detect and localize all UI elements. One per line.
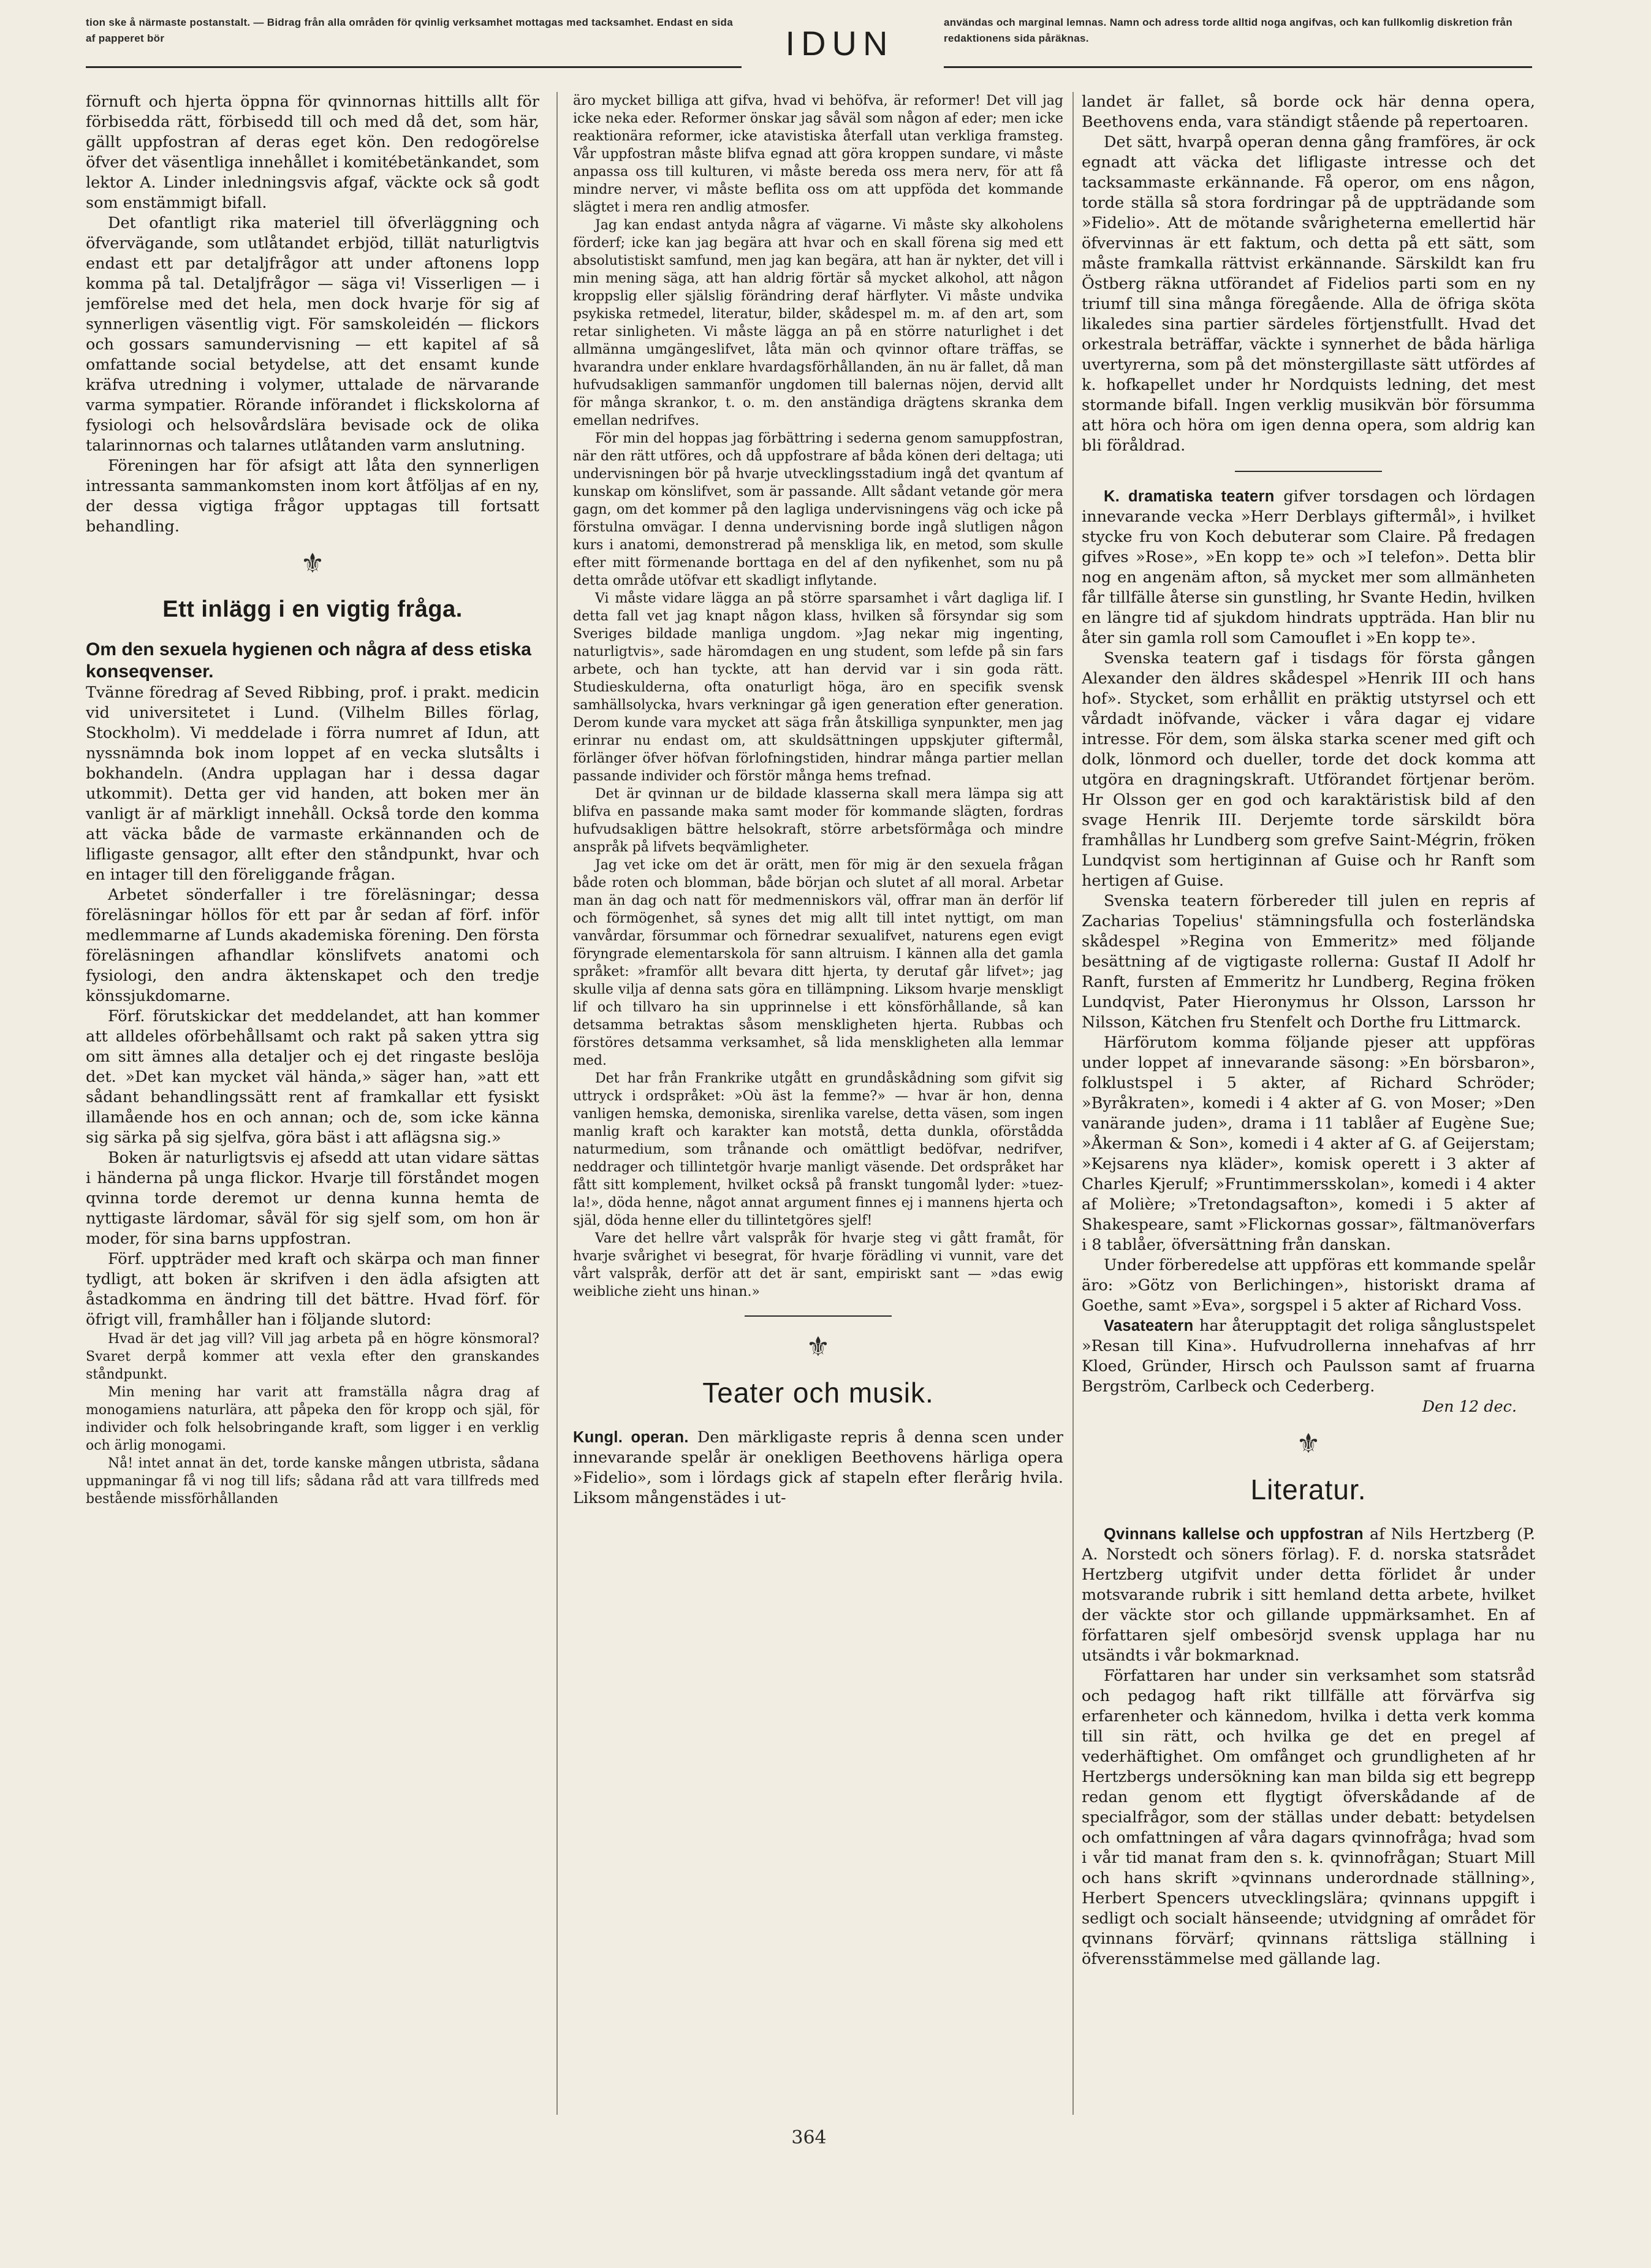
- quote-paragraph: Hvad är det jag vill? Vill jag arbeta på en högre könsmoral? Svaret derpå kommer att vexla efter den granskandes ståndpunkt.: [86, 1331, 539, 1382]
- paragraph: Förf. förutskickar det meddelandet, att han kommer att alldeles oförbehållsamt och rakt på saken yttra sig om sitt ämnes alla detaljer och ej det ringaste beslöja det. »Det kan mycket väl hända,» säger han, »att ett sådant behandlingssätt rent af framkallar ett fysiskt illamående hos en och annan; och de, som icke känna sig särka på sig sjelfva, göra bäst i att aflägsna sig.»: [86, 1007, 539, 1147]
- quote-paragraph: Det är qvinnan ur de bildade klasserna skall mera lämpa sig att blifva en passande maka samt moder för kommande slägten, fordras hufvudsakligen bättre helsokraft, större arbetsförmåga och mindre anspråk på lifvets beqvämligheter.: [573, 786, 1063, 855]
- section-subheading: Vasateatern: [1104, 1317, 1194, 1334]
- paragraph: Boken är naturligtsvis ej afsedd att utan vidare sättas i händerna på unga flickor. Hvarje till förståndet mogen qvinna torde deremot ur denna kunna hemta de nyttigaste lärdomar, såväl för sig sjelf som, om hon är moder, för sina barns uppfostran.: [86, 1149, 539, 1248]
- paragraph: Föreningen har för afsigt att låta den synnerligen intressanta sammankomsten inom kort åtföljas af en ny, der dessa vigtiga frågor upptagas till fortsatt behandling.: [86, 457, 539, 536]
- quote-paragraph: Min mening har varit att framställa några drag af monogamiens naturlära, att påpeka den för kropp och själ, för individer och folk helsobringande kraft, som ligger i en verklig och ärlig monogami.: [86, 1385, 539, 1453]
- ornament-icon: ⚜: [300, 548, 325, 579]
- dateline: Den 12 dec.: [1422, 1398, 1517, 1416]
- paragraph: har återupptagit det roliga sånglustspelet »Resan till Kina». Hufvudrollerna innehafvas af hrr Kloed, Gründer, Hirsch och Paulsson samt af fruarna Bergström, Carlbeck och Cederberg.: [1082, 1317, 1535, 1396]
- masthead-title: IDUN: [785, 24, 894, 63]
- paragraph: gifver torsdagen och lördagen innevarande vecka »Herr Derblays giftermål», i hvilket stycke fru von Koch debuterar som Claire. På fredagen gifves »Rose», »En kopp te» och »I telefon». Detta blir nog en angenäm afton, så mycket mer som allmänheten får tillfälle återse sin gunstling, hr Svante Hedin, hvilken en längre tid af sjukdom hindrats uppträda. Han blir nu åter sin gamla roll som Camouflet i »En kopp te».: [1082, 487, 1535, 647]
- quote-paragraph: Jag kan endast antyda några af vägarne. Vi måste sky alkoholens förderf; icke kan jag begära att hvar och en skall förena sig med ett absolutistiskt samfund, men jag kan begära, att han är nykter, det vill i min mening säga, att han aldrig förtär så mycket alkohol, att någon kroppslig eller själslig förändring deraf härflyter. Vi måste undvika psykiska retmedel, literatur, bilder, skådespel m. m. af den art, som retar sinligheten. Vi måste lägga an på en större naturlighet i det allmänna umgängeslifvet, låta män och qvinnor oftare träffas, se hvarandra under enklare hvardagsförhållanden, än nu är fallet, då man hufvudsakligen sammanför ungdomen till balernas nöjen, dervid allt för många skrankor, t. o. m. den anständiga drägtens skranka dem emellan nedrifves.: [573, 218, 1063, 428]
- paragraph: Tvänne föredrag af Seved Ribbing, prof. i prakt. medicin vid universitetet i Lund. (Vilhelm Billes förlag, Stockholm). Vi meddelade i förra numret af Idun, att nyssnämnda bok inom loppet af en vecka slutsålts i bokhandeln. (Andra upplagan har i dessa dagar utkommit). Detta ger vid handen, att boken mer än vanligt är af märkligt innehåll. Också torde den komma att väcka både de varmaste erkännanden och de lifligaste gensagor, allt efter den ståndpunkt, hvar och en intager till den föreliggande frågan.: [86, 683, 539, 884]
- quote-paragraph: Nå! intet annat än det, torde kanske mången utbrista, sådana uppmaningar få vi nog till lifs; sådana råd att vara tillfreds med bestående missförhållanden: [86, 1456, 539, 1507]
- section-title: Teater och musik.: [702, 1377, 934, 1409]
- divider: [745, 1315, 892, 1317]
- section-subheading: Kungl. operan.: [573, 1429, 689, 1446]
- paragraph: Svenska teatern gaf i tisdags för första gången Alexander den äldres skådespel »Henrik III och hans hof». Stycket, som erhållit en präktig utstyrsel och ett vårdadt inöfvande, väcker i våra dagar ej vidare intresse. För dem, som älska starka scener med gift och dolk, lönmord och dueller, torde det dock komma att utgöra en dragningskraft. Utförandet förtjenar beröm. Hr Olsson ger en god och karaktäristisk bild af den svage Henrik III. Derjemte torde särskildt böra framhållas hr Lundberg som grefve Saint-Mégrin, fröken Lundqvist som hertiginnan af Guise och hr Ranft som hertigen af Guise.: [1082, 649, 1535, 890]
- section-title: Literatur.: [1250, 1474, 1367, 1505]
- column-rule: [556, 92, 558, 2115]
- paragraph: Det sätt, hvarpå operan denna gång framföres, är ock egnadt att väcka det lifligaste intresse och det tacksammaste erkännande. Få operor, om ens någon, torde ställa så stora fordringar på de uppträdande som »Fidelio». Att de mötande svårigheterna emellertid här öfvervinnas är ett faktum, och detta på ett sätt, som måste framkalla rättvist erkännande. Särskildt kan fru Östberg räkna utförandet af Fidelios parti som en ny triumf till sina många föregående. Alla de öfriga sköta likaledes sina partier särdeles förtjenstfullt. Hvad det orkestrala beträffar, väckte i synnerhet de båda härliga uvertyrerna, som på det mönstergillaste sätt utfördes af k. hofkapellet under hr Nordquists ledning, det mest stormande bifall. Ingen verklig musikvän bör försumma att höra och höra om igen denna opera, som aldrig kan bli föråldrad.: [1082, 133, 1535, 455]
- column-1: [86, 92, 539, 2072]
- quote-paragraph: Vare det hellre vårt valspråk för hvarje steg vi gått framåt, för hvarje svårighet vi besegrat, för hvarje förädling vi vunnit, vare det vårt valspråk, derför att det är sant, empiriskt sant — »das ewig weibliche zieht uns hinan.»: [573, 1231, 1063, 1300]
- ornament-icon: ⚜: [1296, 1428, 1321, 1459]
- paragraph: Den märkligaste repris å denna scen under innevarande spelår är onekligen Beethovens härliga opera »Fidelio», som i lördags gick af stapeln efter flerårig hvila. Liksom mångenstädes i ut-: [573, 1428, 1063, 1507]
- quote-paragraph: Det har från Frankrike utgått en grundåskådning som gifvit sig uttryck i ordspråket: »Où äst la femme?» — hvar är hon, denna vanligen hemska, demoniska, sirenlika varelse, detta väsen, som ingen manlig kraft och karakter kan motstå, detta dunkla, oförstådda naturmedium, som trånande och omättligt bedöfvar, nedrifver, neddrager och tillintetgör hvarje manligt väsende. Det ordspråket har fått sitt komplement, hvilket också på franskt tungomål lyder: »tuez-la!», döda henne, något annat argument finnes ej i mannens hjerta och själ, döda henne eller du tillintetgöres sjelf!: [573, 1071, 1063, 1228]
- masthead-rule-right: [944, 66, 1532, 68]
- paragraph: Under förberedelse att uppföras ett kommande spelår äro: »Götz von Berlichingen», historiskt drama af Goethe, samt »Eva», sorgspel i 5 akter af Richard Voss.: [1082, 1256, 1535, 1315]
- masthead-left-notice: tion ske å närmaste postanstalt. — Bidrag från alla områden för qvinlig verksamhet mottagas med tacksamhet. Endast en sida af papperet bör: [86, 17, 733, 44]
- divider: [1235, 471, 1382, 472]
- masthead-rule-left: [86, 66, 742, 68]
- masthead-right-notice: användas och marginal lemnas. Namn och adress torde alltid noga angifvas, och kan fullkomlig diskretion från redaktionens sida påräknas.: [944, 17, 1512, 44]
- paragraph: Författaren har under sin verksamhet som statsråd och pedagog haft rikt tillfälle att förvärfva sig erfarenheter och kännedom, hvilka i detta verk komma till sin rätt, och hvilka ge det en pregel af vederhäftighet. Om omfånget och grundligheten af hr Hertzbergs undersökning kan man bilda sig ett begrepp redan genom ett flygtigt öfverskådande af de specialfrågor, som der ställas under debatt: betydelsen och omfattningen af våra dagars qvinnofråga; hvad som i vår tid manat fram den s. k. qvinnofrågan; Stuart Mill och hans skrift »qvinnans underordnade ställning», Herbert Spencers utvecklingslära; qvinnans uppgift i sedligt och socialt hänseende; utvidgning af området för qvinnans förvärf; qvinnans rättsliga ställning i öfverensstämmelse med gällande lag.: [1082, 1667, 1535, 1968]
- column-rule: [1072, 92, 1074, 2115]
- section-subheading: Qvinnans kallelse och uppfostran: [1104, 1526, 1364, 1543]
- page-number: 364: [791, 2127, 827, 2148]
- column-2: [573, 92, 1063, 2072]
- paragraph: Svenska teatern förbereder till julen en repris af Zacharias Topelius' stämningsfulla och fosterländska skådespel »Regina von Emmeritz» med följande besättning af de vigtigaste rollerna: Gustaf II Adolf hr Ranft, fursten af Emmeritz hr Lundberg, Regina fröken Lundqvist, Pater Hieronymus hr Olsson, Larsson hr Nilsson, Kätchen fru Stenfelt och Dorthe fru Littmarck.: [1082, 892, 1535, 1032]
- article-subheading: Om den sexuela hygienen och några af dess etiska konseqvenser.: [86, 639, 531, 682]
- paragraph: Härförutom komma följande pjeser att uppföras under loppet af innevarande säsong: »En börsbaron», folklustspel i 5 akter, af Richard Schröder; »Byråkraten», komedi i 4 akter af G. von Moser; »Den vanärande juden», drama i 11 tablåer af Eugène Sue; »Åkerman & Son», komedi i 4 akter af G. af Geijerstam; »Kejsarens nya kläder», komisk operett i 3 akter af Charles Kjerulf; »Fruntimmersskolan», komedi i 4 akter af Molière; »Tretondagsafton», komedi i 5 akter af Shakespeare, samt »Flickornas gossar», fältmanöverfars i 8 tablåer, öfversättning från danskan.: [1082, 1033, 1535, 1254]
- column-3: [1082, 92, 1535, 2072]
- paragraph: landet är fallet, så borde ock här denna opera, Beethovens enda, vara ständigt stående på repertoaren.: [1082, 93, 1535, 131]
- paragraph: Förf. uppträder med kraft och skärpa och man finner tydligt, att boken är skrifven i den ädla afsigten att åstadkomma en ändring till det bättre. Hvad förf. för öfrigt vill, framhåller han i följande slutord:: [86, 1250, 539, 1329]
- section-subheading: K. dramatiska teatern: [1104, 488, 1275, 505]
- masthead: [86, 12, 1532, 70]
- ornament-icon: ⚜: [806, 1331, 830, 1363]
- quote-paragraph: Vi måste vidare lägga an på större sparsamhet i vårt dagliga lif. I detta fall vet jag knapt någon klass, hvilken så försyndar sig som Sveriges bildade manliga ungdom. »Jag nekar mig ingenting, naturligtvis», sade häromdagen en ung student, som lefde på sin fars arbete, och han tyckte, att han dervid var i sin goda rätt. Studieskulderna, ofta onaturligt höga, äro en specifik svensk samhällsolycka, hvars verkningar gå igen generation efter generation. Derom kunde vara mycket att säga från åtskilliga synpunkter, men jag erinrar nu endast om, att skuldsättningen uppskjuter giftermål, förlänger öfver höfvan förlofningstiden, hindrar många partier mellan passande individer och förstör många hems trefnad.: [573, 591, 1063, 784]
- article-title: Ett inlägg i en vigtig fråga.: [162, 596, 463, 622]
- paragraph: Det ofantligt rika materiel till öfverläggning och öfvervägande, som utlåtandet erbjöd, tillät naturligtvis endast ett par detaljfrågor att under aftonens lopp komma på tal. Detaljfrågor — säga vi! Visserligen — i jemförelse med det hela, men dock hvarje för sig af synnerligen väsentlig vigt. För samskoleidén — flickors och gossars samundervisning — ett kapitel af så omfattande social betydelse, att det ensamt kunde kräfva utredning i volymer, uttalade de närvarande varma sympatier. Rörande införandet i flickskolorna af fysiologi och helsovårdslära bevisade ock de olika talarinnornas och talarnes utlåtanden varm anslutning.: [86, 214, 539, 455]
- quote-paragraph: För min del hoppas jag förbättring i sederna genom samuppfostran, när den rätt utföres, och då uppfostrare af båda könen deri deltaga; uti undervisningen bör på hvarje utvecklingsstadium ingå det qvantum af kunskap om könslifvet, som är passande. Allt sådant vetande gör mera gagn, om det kommer på den lagliga undervisningens väg och icke på förstulna omvägar. I denna undervisning borde ingå slutligen någon kurs i anatomi, demonstrerad på menskliga lik, en metod, som skulle efter mitt förmenande borttaga en del af den nyfikenhet, som nu på detta område utöfvar ett skadligt inflytande.: [573, 431, 1063, 588]
- paragraph: förnuft och hjerta öppna för qvinnornas hittills allt för förbisedda rätt, förbisedd till och med då det, som här, gällt uppfostran af deras eget kön. Den redogörelse öfver det väsentliga innehållet i komitébetänkandet, som lektor A. Linder inledningsvis afgaf, väckte ock så godt som enstämmigt bifall.: [86, 93, 539, 212]
- paragraph: Arbetet sönderfaller i tre föreläsningar; dessa föreläsningar höllos för ett par år sedan af förf. inför medlemmarne af Lunds akademiska förening. Den första föreläsningen afhandlar könslifvets anatomi och fysiologi, den andra äktenskapet och den tredje könssjukdomarne.: [86, 886, 539, 1005]
- quote-paragraph: äro mycket billiga att gifva, hvad vi behöfva, är reformer! Det vill jag icke neka eder. Reformer önskar jag såväl som någon af eder; men icke reaktionära reformer, icke atavistiska återfall utan verkliga framsteg. Vår uppfostran måste blifva egnad att göra kroppen sundare, vi måste anpassa oss till kulturen, vi måste bereda oss mera nerv, för att få mindre nerver, vi måste beflita oss om att uppföda det kommande slägtet i mera ren andlig atmosfer.: [573, 93, 1063, 215]
- quote-paragraph: Jag vet icke om det är orätt, men för mig är den sexuela frågan både roten och blomman, både början och slutet af all moral. Arbetar man än dag och natt för medmenniskors väl, offrar man än derför lif och förmögenhet, så synes det mig allt till intet nyttigt, om man vanvårdar, försummar och förnedrar sexualifvet, naturens egen evigt föryngrade elementarskola för sann altruism. I kännen alla det gamla språket: »framför allt bevara ditt hjerta, ty derutaf går lifvet»; jag skulle vilja af denna sats göra en tillämpning. Liksom hvarje menskligt lif och tillvaro ha sin upprinnelse i ett könsförhållande, så kan detsamma betraktas såsom menskligheten hjerta. Rubbas och förstöres detsamma verksamhet, så lida menskligheten alla lemmar med.: [573, 858, 1063, 1068]
- paragraph: af Nils Hertzberg (P. A. Norstedt och söners förlag). F. d. norska statsrådet Hertzberg utgifvit under detta förlidet år under motsvarande rubrik i sitt hemland detta arbete, hvilket der väckte stor och gillande uppmärksamhet. En af författaren sjelf ombesörjd svensk upplaga har nu utsändts i vår bokmarknad.: [1082, 1525, 1535, 1665]
